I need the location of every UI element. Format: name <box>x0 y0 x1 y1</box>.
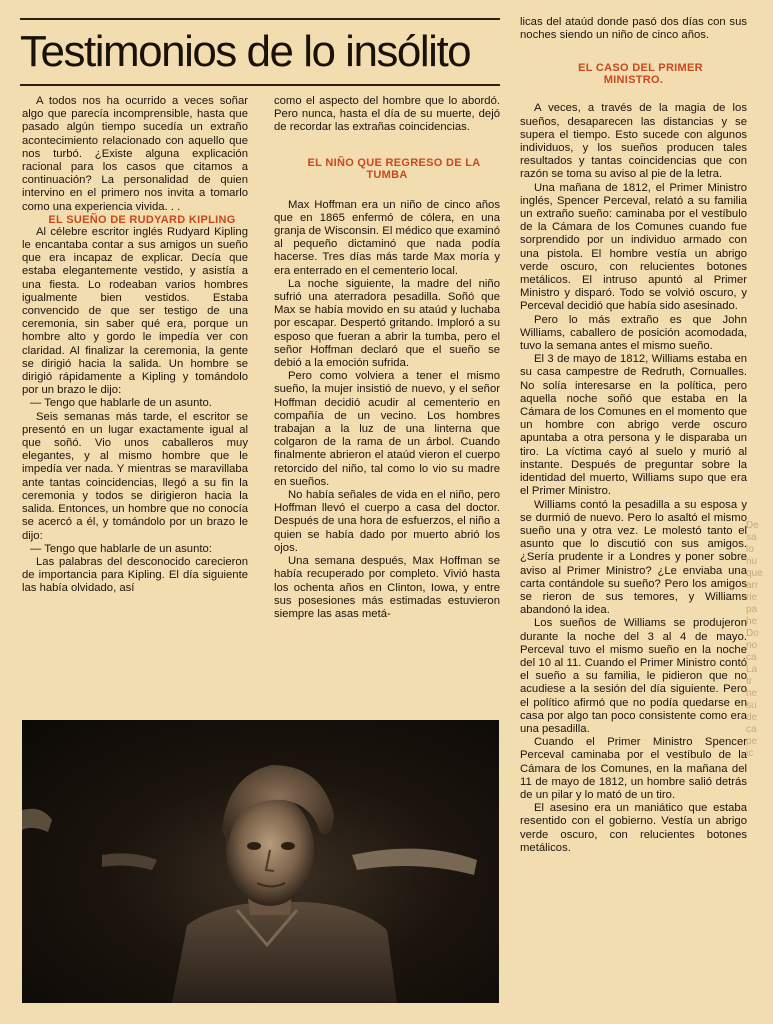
paragraph: Pero lo más extraño es que John Williams, caballero de posición acomodada, tuvo la semana antes el mismo sueño. <box>520 313 747 353</box>
column-3 <box>520 16 747 1016</box>
paragraph: Las palabras del desconocido carecieron de importancia para Kipling. El día siguiente las había olvidado, así <box>22 555 248 595</box>
article-title: Testimonios de lo insólito <box>20 27 471 76</box>
paragraph: Una semana después, Max Hoffman se había recuperado por completo. Vivió hasta los ochenta años en Clinton, Iowa, y entre sus posesiones más estimadas estuvieron siempre las asas metá- <box>274 555 500 620</box>
paragraph: Pero como volviera a tener el mismo sueño, la mujer insistió de nuevo, y el señor Hoffman decidió acudir al cementerio en compañía de un vecino. Los hombres trabajan a la luz de una linterna que colgaron de la rama de un árbol. Cuando finalmente abrieron el ataúd vieron el cuerpo retorcido del niño, tal como lo vio su madre en sueños. <box>274 370 500 488</box>
column-2 <box>274 95 500 705</box>
paragraph: Max Hoffman era un niño de cinco años que en 1865 enfermó de cólera, en una granja de Wisconsin. El médico que examinó al pequeño dictaminó que nada podía hacerse. Tres días más tarde Max moría y era enterrado en el cementerio local. <box>274 198 500 277</box>
column-1 <box>22 95 248 705</box>
section-heading-nino: EL NIÑO QUE REGRESO DE LA TUMBA <box>307 156 481 181</box>
paragraph: El 3 de mayo de 1812, Williams estaba en su casa campestre de Redruth, Cornualles. No solía interesarse en la política, pero aquella noche soñó que estaba en la Cámara de los Comunes en el momento que un hombre con abrigo verde oscuro apuntaba a otra persona y le disparaba un tiro. La víctima cayó al suelo y murió al instante. Después de preguntar sobre la identidad del muerto, Williams supo que era el Primer Ministro. <box>520 353 747 498</box>
paragraph: El asesino era un maniático que estaba resentido con el gobierno. Vestía un abrigo verde oscuro, con relucientes botones metálicos. <box>520 802 747 854</box>
dialogue-line: — Tengo que hablarle de un asunto. <box>30 397 212 410</box>
paragraph: La noche siguiente, la madre del niño sufrió una aterradora pesadilla. Soñó que Max se había movido en su ataúd y luchaba por escapar. Despertó gritando. Imploró a su esposo que fueran a abrir la tumba, pero el señor Hoffman declaró que el sueño se debió a la emoción sufrida. <box>274 277 500 370</box>
paragraph: Al célebre escritor inglés Rudyard Kipling le encantaba contar a sus amigos un sueño que era incapaz de explicar. Decía que estaba elegantemente vestido, y asistía a una fiesta. Lo rodeaban varios hombres igualmente bien vestidos. Estaba convencido de que ser testigo de una ceremonia, sin saber qué era, porque un hombre alto y gordo le impedía ver con claridad. Al finalizar la ceremonia, la gente se dirigió hacia la salida. Un hombre se dirigió rápidamente a Kipling y tomándolo por un brazo le dijo: <box>22 225 248 397</box>
intro-paragraph: A todos nos ha ocurrido a veces soñar algo que parecía incomprensible, hasta que pasado algún tiempo sucedía un extraño acontecimiento relacionado con aquello que nos turbó. ¿Existe alguna explicación racional para los casos que citamos a continuación? La personalidad de quien intervino en el primero nos invita a tomarlo como una experiencia vivida. . . <box>22 95 248 213</box>
section-heading-ministro: EL CASO DEL PRIMER MINISTRO. <box>578 62 703 87</box>
paragraph: Seis semanas más tarde, el escritor se presentó en un lugar exactamente igual al que soñó. Vio unos caballeros muy elegantes, y al mismo hombre que le impedía ver nada. Y mientras se maravillaba ante tantas coincidencias, llegó a su fin la ceremonia y todos se dirigieron hacia la salida. Entonces, un hombre que no conocía se acercó a él, y tomándolo por un brazo le dijo: <box>22 410 248 542</box>
section-heading-kipling: EL SUEÑO DE RUDYARD KIPLING <box>48 213 236 226</box>
dialogue-line: — Tengo que hablarle de un asunto: <box>30 542 212 555</box>
paragraph: Williams contó la pesadilla a su esposa y se durmió de nuevo. Pero lo asaltó el mismo sueño una y otra vez. Le molestó tanto el asunto que lo discutió con sus amigos. ¿Sería prudente ir a Londres y poner sobre aviso al Primer Ministro? ¿Le enviaba una carta contándole su sueño? Pero los amigos se rieron de sus temores, y Williams abandonó la idea. <box>520 498 747 617</box>
paragraph: No había señales de vida en el niño, pero Hoffman llevó el cuerpo a casa del doctor. Después de una hora de esfuerzos, el niño a quien se había dado por muerto abrió los ojos. <box>274 489 500 554</box>
title-bottom-rule <box>20 84 500 86</box>
boy-photo <box>22 720 499 1003</box>
boy-photo-illustration <box>22 720 499 1003</box>
margin-bleed-text: De sa lo nu que arr rie pa he Do no ca La tr ne su de ca pe ic <box>746 520 763 759</box>
paragraph: Cuando el Primer Ministro Spencer Perceval caminaba por el vestíbulo de la Cámara de los Comunes, en la mañana del 11 de mayo de 1812, un hombre salió detrás de un pilar y lo mató de un tiro. <box>520 736 747 801</box>
continued-paragraph: como el aspecto del hombre que lo abordó. Pero nunca, hasta el día de su muerte, dejó de recordar las extrañas coincidencias. <box>274 95 500 134</box>
paragraph: Una mañana de 1812, el Primer Ministro inglés, Spencer Perceval, relató a su familia un extraño sueño: caminaba por el vestíbulo de la Cámara de los Comunes cuando fue sorprendido por un individuo armado con una pistola. El hombre vestía un abrigo verde oscuro, con relucientes botones metálicos. El intruso apuntó al Primer Ministro y disparó. Todo se volvió oscuro, y Perceval decidió que había sido asesinado. <box>520 181 747 313</box>
paragraph: A veces, a través de la magia de los sueños, desaparecen las distancias y se supera el tiempo. Esto sucede con algunos individuos, y los sueños producen tales resultados y tantas coincidencias que con razón se toma su aviso al pie de la letra. <box>520 102 747 181</box>
paragraph: Los sueños de Williams se produjeron durante la noche del 3 al 4 de mayo. Perceval tuvo el mismo sueño en la noche del 10 al 11. Cuando el Primer Ministro contó el sueño a su familia, le pidieron que no acudiese a la sesión del día siguiente. Pero el político afirmó que no podía quedarse en casa por algo tan poco consistente como era una pesadilla. <box>520 617 747 735</box>
continued-paragraph: licas del ataúd donde pasó dos días con sus noches siendo un niño de cinco años. <box>520 16 747 42</box>
title-top-rule <box>20 18 500 20</box>
